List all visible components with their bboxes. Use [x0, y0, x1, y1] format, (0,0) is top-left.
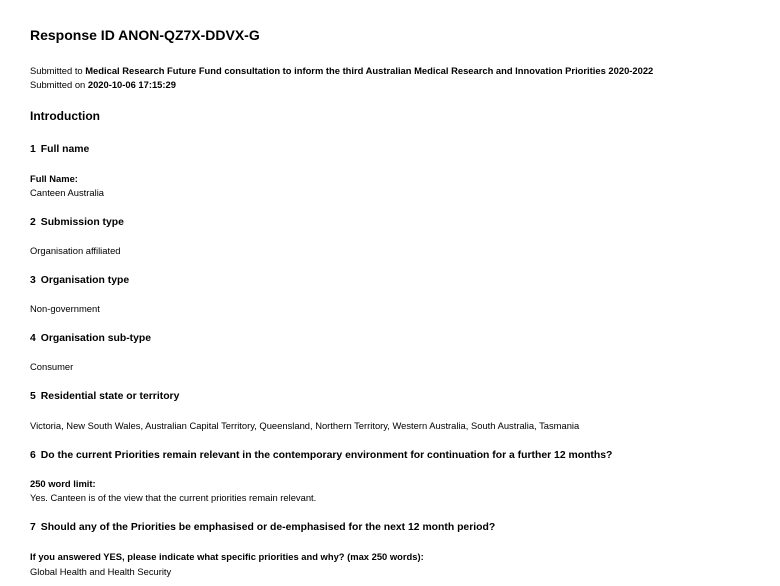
question-5-answer: Victoria, New South Wales, Australian Capital Territory, Queensland, Northern Territory, Western Australia, South Australia, Tasmania	[30, 420, 580, 431]
question-title: Organisation sub-type	[40, 333, 152, 344]
question-1-answer: Canteen Australia	[30, 187, 105, 198]
submitted-on-prefix: Submitted on	[30, 79, 86, 90]
question-1-heading	[30, 143, 89, 156]
question-1-field-label: Full Name:	[30, 173, 78, 184]
question-3-answer: Non-government	[30, 303, 100, 314]
question-2-heading	[30, 216, 124, 229]
question-2-answer: Organisation affiliated	[30, 245, 121, 256]
submitted-to-line	[30, 65, 653, 77]
question-7-answer: Global Health and Health Security	[30, 566, 172, 577]
section-heading-introduction: Introduction	[30, 109, 100, 123]
question-number: 4	[30, 333, 36, 344]
question-number: 7	[30, 522, 36, 533]
question-title: Full name	[40, 144, 90, 155]
question-number: 5	[30, 391, 36, 402]
consultation-name: Medical Research Future Fund consultation to inform the third Australian Medical Research and Innovation Priorities 2020-2022	[85, 65, 654, 76]
question-7-field-label: If you answered YES, please indicate what specific priorities and why? (max 250 words):	[30, 551, 424, 562]
question-3-heading	[30, 274, 129, 287]
question-number: 2	[30, 217, 36, 228]
question-6-answer: Yes. Canteen is of the view that the current priorities remain relevant.	[30, 492, 317, 503]
question-6-heading	[30, 449, 612, 462]
question-5-heading	[30, 390, 179, 403]
submitted-to-prefix: Submitted to	[30, 65, 83, 76]
question-title: Organisation type	[40, 275, 130, 286]
question-title: Residential state or territory	[40, 391, 180, 402]
question-4-answer: Consumer	[30, 361, 74, 372]
question-number: 6	[30, 450, 36, 461]
submission-timestamp: 2020-10-06 17:15:29	[87, 79, 176, 90]
submitted-on-line	[30, 79, 176, 91]
question-6-field-label: 250 word limit:	[30, 478, 96, 489]
question-7-heading	[30, 521, 495, 534]
response-id-title: Response ID ANON-QZ7X-DDVX-G	[30, 27, 260, 43]
question-title: Should any of the Priorities be emphasised or de-emphasised for the next 12 month period?	[40, 522, 496, 533]
question-title: Submission type	[40, 217, 124, 228]
question-number: 1	[30, 144, 36, 155]
question-4-heading	[30, 332, 151, 345]
question-number: 3	[30, 275, 36, 286]
question-title: Do the current Priorities remain relevant in the contemporary environment for continuation for a further 12 months?	[40, 450, 613, 461]
